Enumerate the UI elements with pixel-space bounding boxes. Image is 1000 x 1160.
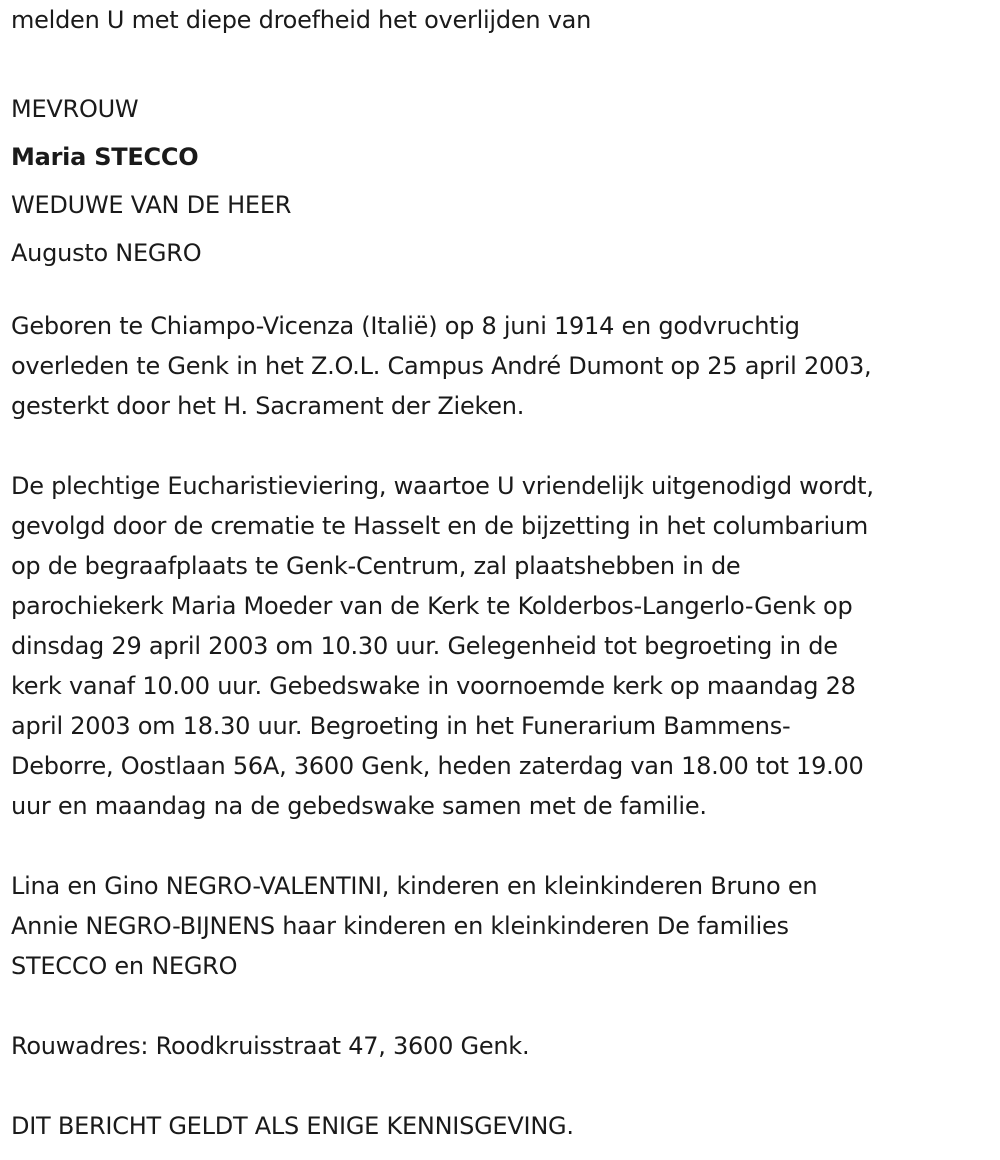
paragraph-line: overleden te Genk in het Z.O.L. Campus André Dumont op 25 april 2003, bbox=[11, 352, 872, 380]
paragraph-line: Geboren te Chiampo-Vicenza (Italië) op 8 juni 1914 en godvruchtig bbox=[11, 312, 800, 340]
paragraph-line: STECCO en NEGRO bbox=[11, 952, 238, 980]
spouse-name: Augusto NEGRO bbox=[11, 239, 202, 267]
paragraph-line: kerk vanaf 10.00 uur. Gebedswake in voornoemde kerk op maandag 28 bbox=[11, 672, 856, 700]
notice-line: DIT BERICHT GELDT ALS ENIGE KENNISGEVING. bbox=[11, 1112, 574, 1140]
intro-line: melden U met diepe droefheid het overlijden van bbox=[11, 6, 592, 34]
paragraph-line: op de begraafplaats te Genk-Centrum, zal plaatshebben in de bbox=[11, 552, 741, 580]
paragraph-line: Annie NEGRO-BIJNENS haar kinderen en kleinkinderen De families bbox=[11, 912, 789, 940]
relation-line: WEDUWE VAN DE HEER bbox=[11, 191, 292, 219]
paragraph-line: parochiekerk Maria Moeder van de Kerk te Kolderbos-Langerlo-Genk op bbox=[11, 592, 853, 620]
honorific: MEVROUW bbox=[11, 95, 139, 123]
name-block bbox=[11, 85, 996, 277]
paragraph-line: De plechtige Eucharistieviering, waartoe U vriendelijk uitgenodigd wordt, bbox=[11, 472, 874, 500]
ceremony-paragraph bbox=[11, 466, 996, 826]
paragraph-line: gesterkt door het H. Sacrament der Zieken. bbox=[11, 392, 525, 420]
paragraph-line: dinsdag 29 april 2003 om 10.30 uur. Gelegenheid tot begroeting in de bbox=[11, 632, 838, 660]
birth-death-paragraph bbox=[11, 306, 996, 426]
paragraph-line: gevolgd door de crematie te Hasselt en de bijzetting in het columbarium bbox=[11, 512, 868, 540]
deceased-name: Maria STECCO bbox=[11, 143, 199, 171]
paragraph-line: april 2003 om 18.30 uur. Begroeting in het Funerarium Bammens- bbox=[11, 712, 791, 740]
paragraph-line: uur en maandag na de gebedswake samen met de familie. bbox=[11, 792, 707, 820]
family-paragraph bbox=[11, 866, 996, 986]
paragraph-line: Lina en Gino NEGRO-VALENTINI, kinderen en kleinkinderen Bruno en bbox=[11, 872, 818, 900]
mourning-address: Rouwadres: Roodkruisstraat 47, 3600 Genk. bbox=[11, 1032, 530, 1060]
paragraph-line: Deborre, Oostlaan 56A, 3600 Genk, heden zaterdag van 18.00 tot 19.00 bbox=[11, 752, 864, 780]
obituary-document bbox=[11, 0, 996, 1146]
